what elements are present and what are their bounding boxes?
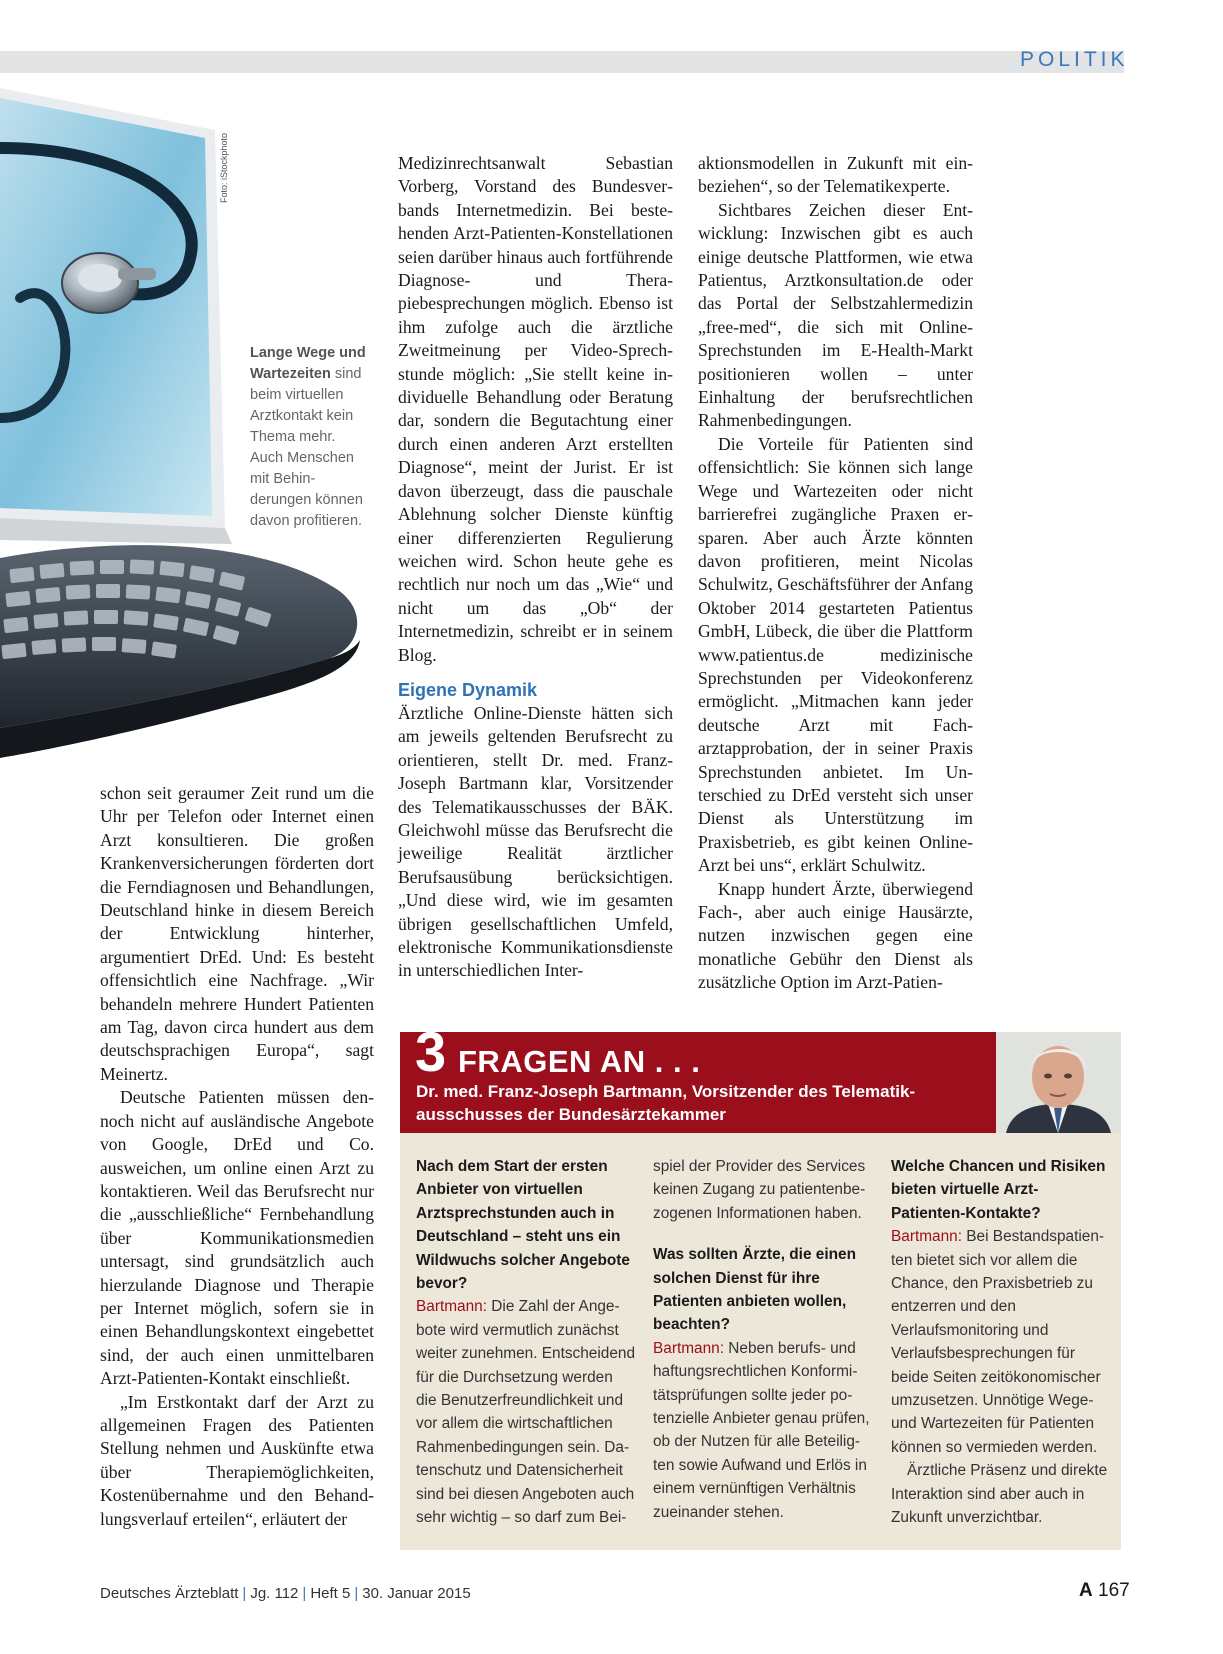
question-3: Welche Chancen und Risiken bieten virtuelle Arzt-Patienten-Kontakte? bbox=[891, 1158, 1106, 1222]
question-2: Was sollten Ärzte, die einen solchen Dienst für ihre Patienten anbieten wollen, beachten? bbox=[653, 1246, 856, 1334]
volume: Jg. 112 bbox=[250, 1585, 299, 1602]
answer-1-continued: spiel der Provider des Services keinen Zugang zu patientenbezogenen Informationen haben. bbox=[653, 1158, 866, 1222]
page-number bbox=[1079, 1580, 1130, 1602]
speaker-label: Bartmann: bbox=[653, 1339, 725, 1357]
journal-name: Deutsches Ärzteblatt bbox=[100, 1585, 239, 1602]
page-number-value: 167 bbox=[1098, 1580, 1130, 1601]
answer-3 bbox=[891, 1225, 1111, 1459]
issue-date: 30. Januar 2015 bbox=[362, 1585, 471, 1602]
interview-title: FRAGEN AN . . . bbox=[458, 1044, 701, 1079]
photo-caption bbox=[250, 343, 370, 532]
article-column-3 bbox=[698, 152, 973, 995]
subheading: Eigene Dynamik bbox=[398, 679, 538, 700]
issue: Heft 5 bbox=[310, 1585, 351, 1602]
article-column-2 bbox=[398, 152, 673, 983]
paragraph: „Im Erstkontakt darf der Arzt zu allgemeinen Fragen des Patienten Stellung nehmen und Auskünfte etwa über Therapiemöglichkeiten, Kostenübernahme und den Behandlungsverlauf erteilen“, erläutert der bbox=[100, 1391, 374, 1529]
answer-2-text: Neben berufs- und haftungsrechtlichen Konformitätsprüfungen sollte jeder potenzielle Anbieter genau prüfen, ob der Nutzen für alle Beteiligten sowie Aufwand und Erlös in einem vernünftigen Verhältnis zueinander stehen. bbox=[653, 1339, 870, 1521]
caption-text: sind beim virtuellen Arztkontakt kein Thema mehr. Auch Menschen mit Behinderungen können davon profitieren. bbox=[250, 366, 363, 529]
portrait-illustration bbox=[996, 1032, 1121, 1133]
paragraph: aktionsmodellen in Zukunft mit einbeziehen“, so der Telematikexperte. bbox=[698, 153, 973, 197]
interview-subtitle: Dr. med. Franz-Joseph Bartmann, Vorsitzender des Telematikausschusses der Bundesärztekammer bbox=[416, 1082, 916, 1124]
section-label: POLITIK bbox=[1020, 48, 1129, 71]
interview-column-2 bbox=[653, 1155, 873, 1524]
portrait-photo bbox=[996, 1032, 1121, 1133]
answer-1 bbox=[416, 1295, 636, 1529]
interview-column-1 bbox=[416, 1155, 636, 1530]
article-column-1 bbox=[100, 782, 374, 1531]
paragraph: Die Vorteile für Patienten sind offensichtlich: Sie können sich lange Wege und Wartezeiten oder nicht barrierefrei zugängliche Praxen ersparen. Aber auch Ärzte könnten davon profitieren, meint Nicolas Schulwitz, Geschäftsführer der Anfang Oktober 2014 gestarteten Patientus GmbH, Lübeck, die über die Plattform www.patientus.de medizinische Sprechstunden per Videokonferenz ermöglicht. „Mitmachen kann jeder deutsche Arzt mit Facharztapprobation, der in seiner Praxis Sprechstunden anbietet. Im Unterschied zu DrEd versteht sich unser Dienst als Unterstützung im Praxisbetrieb, es gibt keinen Online-Arzt bei uns“, erklärt Schulwitz. bbox=[698, 433, 973, 876]
speaker-label: Bartmann: bbox=[416, 1298, 488, 1316]
paragraph: Sichtbares Zeichen dieser Entwicklung: Inzwischen gibt es auch einige deutsche Plattformen, wie etwa Patientus, Arztkonsultation.de oder das Portal der Selbstzahlermedizin „free-med“, die sich mit Online-Sprechstunden im E-Health-Markt positionieren wollen – unter Einhaltung der berufsrechtlichen Rahmenbedingungen. bbox=[698, 199, 973, 431]
interview-column-3 bbox=[891, 1155, 1111, 1530]
answer-3-continued: Ärztliche Präsenz und direkte Interaktion sind aber auch in Zukunft unverzichtbar. bbox=[891, 1462, 1108, 1527]
paragraph: Medizinrechtsanwalt Sebastian Vorberg, Vorstand des Bundesverbands Internetmedizin. Bei bestehenden Arzt-Patienten-Konstellationen seien darüber hinaus auch fortführende Diagnose- und Therapiebesprechungen möglich. Ebenso ist ihm zufolge auch die ärztliche Zweitmeinung per Video-Sprechstunde möglich: „Sie stellt keine individuelle Behandlung oder Beratung dar, sondern die Begutachtung einer durch einen anderen Arzt erstellten Diagnose“, meint der Jurist. Er ist davon überzeugt, dass die pauschale Ablehnung solcher Dienste künftig einer differenzierten Regulierung weichen wird. Schon heute gehe es rechtlich nur noch um das „Wie“ und nicht um das „Ob“ der Internetmedizin, schreibt er in seinem Blog. bbox=[398, 153, 673, 665]
page-prefix: A bbox=[1079, 1580, 1093, 1601]
footer: Deutsches Ärzteblatt | Jg. 112 | Heft 5 | 30. Januar 2015 bbox=[100, 1585, 471, 1602]
speaker-label: Bartmann: bbox=[891, 1228, 963, 1246]
header-bar bbox=[0, 51, 1124, 73]
answer-2 bbox=[653, 1337, 873, 1524]
interview-number: 3 bbox=[415, 1020, 447, 1083]
answer-1-text: Die Zahl der Angebote wird vermutlich zunächst weiter zunehmen. Entscheidend für die Durchsetzung werden die Benutzerfreundlichkeit und vor allem die wirtschaftlichen Rahmenbedingungen sein. Datenschutz und Datensicherheit sind bei diesen Angeboten auch sehr wichtig – so darf zum Bei- bbox=[416, 1298, 636, 1527]
answer-3-text: Bei Bestandspatienten bietet sich vor allem die Chance, den Praxisbetrieb zu entzerren und den Verlaufsmonitoring und Verlaufsbesprechungen für beide Seiten zeitökonomischer umzusetzen. Unnötige Wege- und Wartezeiten für Patienten können so vermieden werden. bbox=[891, 1228, 1105, 1456]
question-1: Nach dem Start der ersten Anbieter von virtuellen Arztsprechstunden auch in Deutschland – steht uns ein Wildwuchs solcher Angebote bevor? bbox=[416, 1158, 630, 1293]
paragraph: Ärztliche Online-Dienste hätten sich am jeweils geltenden Berufsrecht zu orientieren, stellt Dr. med. Franz-Joseph Bartmann klar, Vorsitzender des Telematikausschusses der BÄK. Gleichwohl müsse das Berufsrecht die jeweilige Realität ärztlicher Berufsausübung berücksichtigen. „Und diese wird, wie im gesamten übrigen gesellschaftlichen Umfeld, elektronische Kommunikationsdienste in unterschiedlichen Inter- bbox=[398, 702, 673, 981]
paragraph: Deutsche Patienten müssen dennoch nicht auf ausländische Angebote von Google, DrEd und Co. ausweichen, um online einen Arzt zu kontaktieren. Weil das Berufsrecht nur die „ausschließliche“ Fernbehandlung über Kommunikationsmedien untersagt, sind grundsätzlich auch hierzulande Diagnose und Therapie per Internet möglich, sofern sie in einen Behandlungskontext eingebettet sind, der auch einen unmittelbaren Arzt-Patienten-Kontakt einschließt. bbox=[100, 1087, 374, 1389]
photo-credit: Foto: iStockphoto bbox=[219, 132, 229, 203]
caption-bold: Lange Wege und Wartezeiten bbox=[250, 345, 366, 382]
paragraph: Knapp hundert Ärzte, überwiegend Fach-, aber auch einige Hausärzte, nutzen inzwischen gegen eine monatliche Gebühr den Dienst als zusätzliche Option im Arzt-Patien- bbox=[698, 878, 973, 993]
paragraph: schon seit geraumer Zeit rund um die Uhr per Telefon oder Internet einen Arzt konsultieren. Die großen Krankenversicherungen förderten dort die Ferndiagnosen und Behandlungen, Deutschland hinke in diesem Bereich der Entwicklung hinterher, argumentiert DrEd. Und: Es besteht offensichtlich eine Nachfrage. „Wir behandeln mehrere Hundert Patienten am Tag, davon circa hundert aus dem deutschsprachigen Europa“, sagt Meinertz. bbox=[100, 783, 374, 1084]
